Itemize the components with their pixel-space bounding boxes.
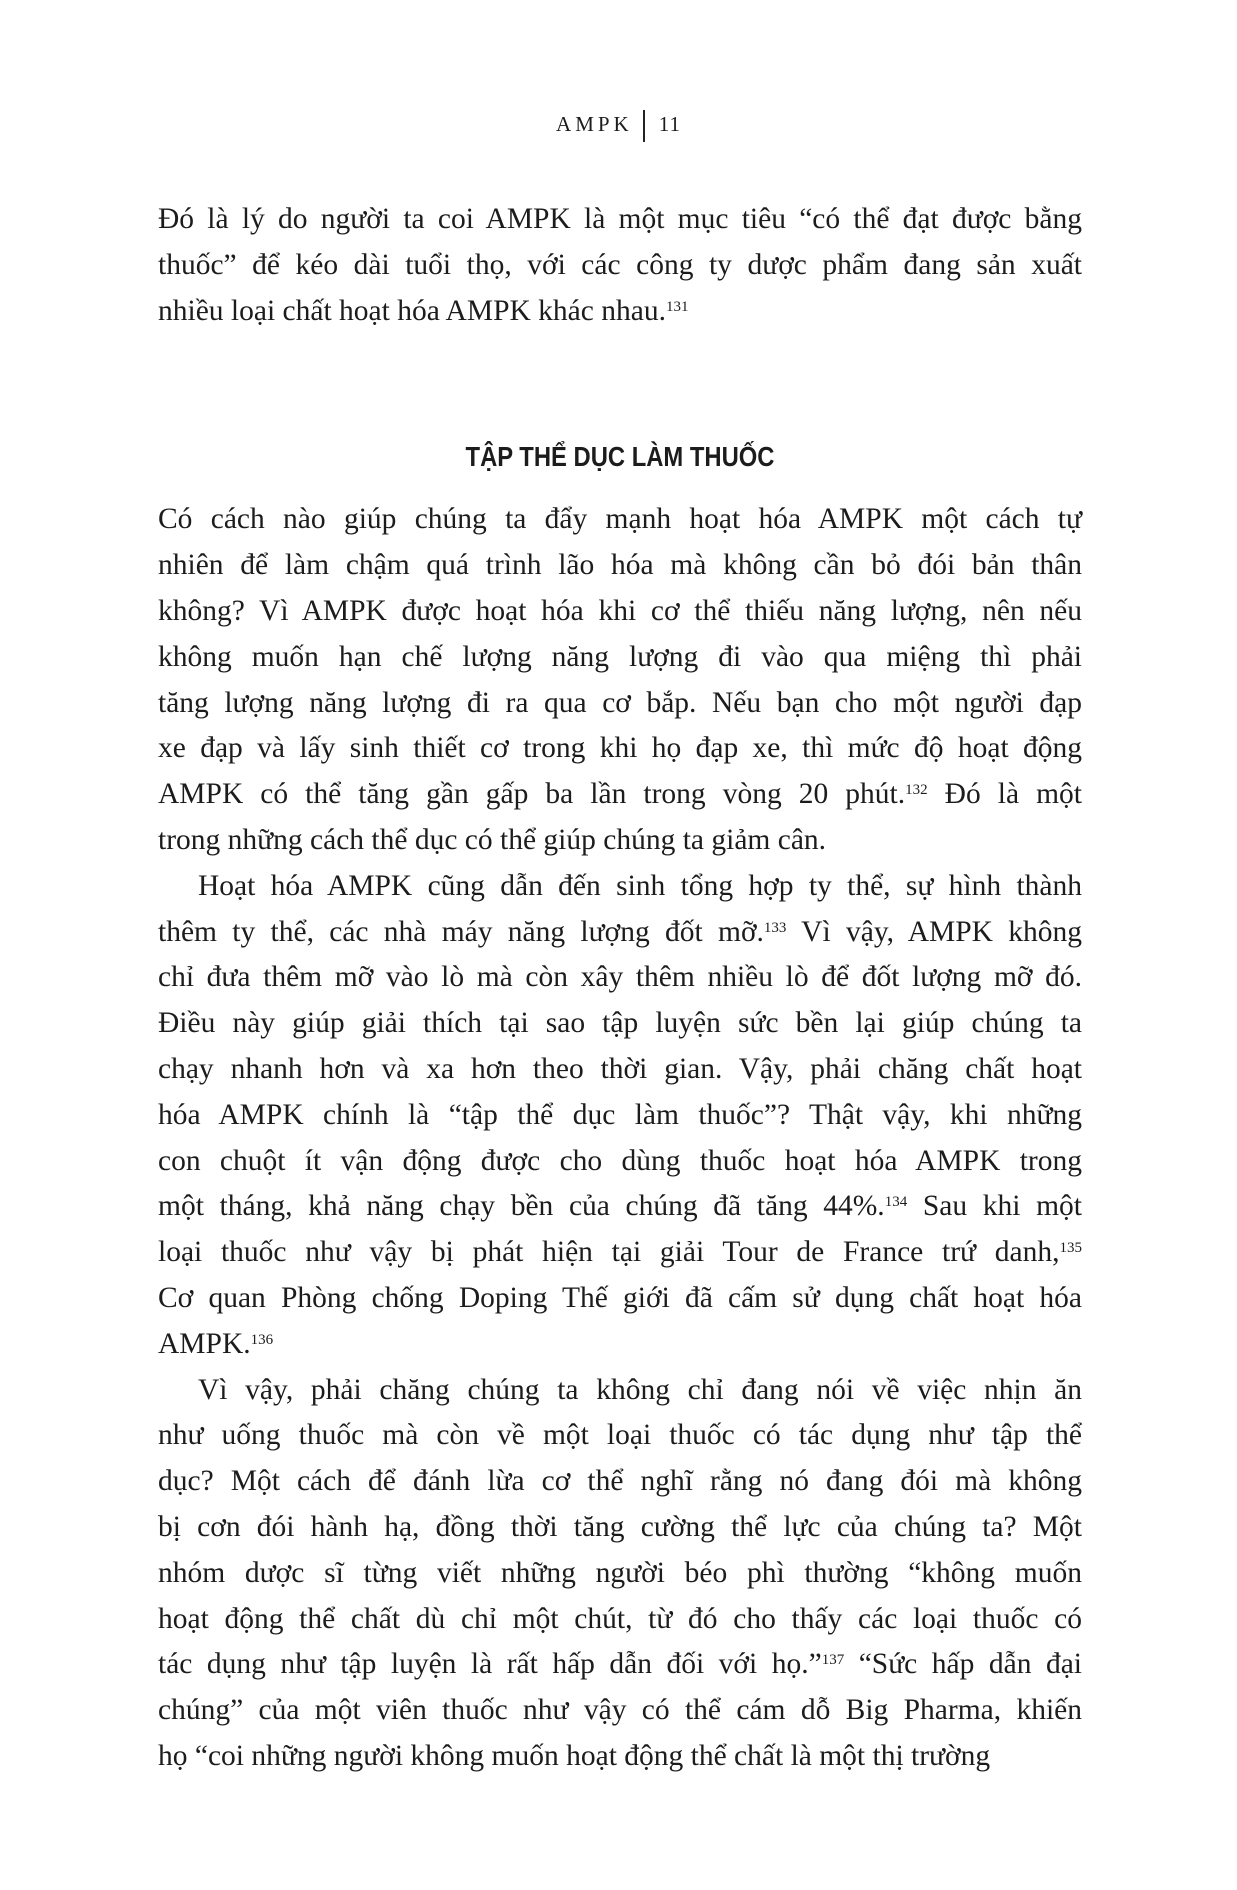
paragraph [158, 864, 1082, 1368]
text-line: chỉ đưa thêm mỡ vào lò mà còn xây thêm nhiều lò để đốt lượng mỡ đó. [158, 961, 1082, 994]
text-line: như uống thuốc mà còn về một loại thuốc có tác dụng như tập thể [158, 1419, 1082, 1452]
paragraph [158, 497, 1082, 863]
footnote-marker: 132 [905, 782, 928, 799]
text-line: nhiên để làm chậm quá trình lão hóa mà không cần bỏ đói bản thân [158, 549, 1082, 582]
text-line: thuốc” để kéo dài tuổi thọ, với các công ty dược phẩm đang sản xuất [158, 248, 1082, 281]
running-header [0, 110, 1237, 142]
header-divider [643, 110, 645, 142]
text-line: con chuột ít vận động được cho dùng thuốc hoạt hóa AMPK trong [158, 1144, 1082, 1177]
text-line: Cơ quan Phòng chống Doping Thế giới đã cấm sử dụng chất hoạt hóa [158, 1281, 1082, 1314]
text-line: tác dụng như tập luyện là rất hấp dẫn đối với họ.”$^{137}$ “Sức hấp dẫn đại [158, 1648, 1082, 1681]
text-line: xe đạp và lấy sinh thiết cơ trong khi họ đạp xe, thì mức độ hoạt động [158, 732, 1082, 765]
text-line: hoạt động thể chất dù chỉ một chút, từ đó cho thấy các loại thuốc có [158, 1602, 1082, 1635]
text-line: AMPK có thể tăng gần gấp ba lần trong vòng 20 phút.$^{132}$ Đó là một [158, 778, 1082, 811]
text-line: tăng lượng năng lượng đi ra qua cơ bắp. Nếu bạn cho một người đạp [158, 686, 1082, 719]
paragraph [158, 1368, 1082, 1780]
text-line: chạy nhanh hơn và xa hơn theo thời gian. Vậy, phải chăng chất hoạt [158, 1052, 1082, 1085]
text-line: họ “coi những người không muốn hoạt động thể chất là một thị trường [158, 1739, 991, 1772]
footnote-marker: 136 [250, 1331, 274, 1348]
text-line: thêm ty thể, các nhà máy năng lượng đốt mỡ.$^{133}$ Vì vậy, AMPK không [158, 915, 1082, 948]
text-line: chúng” của một viên thuốc như vậy có thể cám dỗ Big Pharma, khiến [158, 1694, 1082, 1727]
page-body [158, 197, 1082, 1780]
footnote-marker: 134 [884, 1194, 908, 1211]
section-heading: TẬP THỂ DỤC LÀM THUỐC [465, 441, 775, 473]
text-line: Điều này giúp giải thích tại sao tập luyện sức bền lại giúp chúng ta [158, 1007, 1082, 1040]
text-line: nhiều loại chất hoạt hóa AMPK khác nhau.$^{131}$ [158, 294, 689, 327]
footnote-marker: 137 [821, 1652, 845, 1669]
text-line: Đó là lý do người ta coi AMPK là một mục tiêu “có thể đạt được bằng [158, 203, 1082, 235]
page-number: 11 [658, 111, 681, 136]
footnote-marker: 135 [1059, 1240, 1082, 1257]
text-line: loại thuốc như vậy bị phát hiện tại giải Tour de France trứ danh,$^{135}$ [158, 1236, 1082, 1269]
text-line: dục? Một cách để đánh lừa cơ thể nghĩ rằng nó đang đói mà không [158, 1465, 1082, 1498]
text-line: Vì vậy, phải chăng chúng ta không chỉ đang nói về việc nhịn ăn [198, 1373, 1082, 1406]
intro-paragraphs [158, 197, 1082, 334]
text-line: nhóm dược sĩ từng viết những người béo phì thường “không muốn [158, 1556, 1082, 1589]
text-line: bị cơn đói hành hạ, đồng thời tăng cường thể lực của chúng ta? Một [158, 1510, 1082, 1543]
paragraph [158, 197, 1082, 334]
text-line: trong những cách thể dục có thể giúp chúng ta giảm cân. [158, 823, 827, 856]
text-line: không muốn hạn chế lượng năng lượng đi vào qua miệng thì phải [158, 640, 1082, 673]
text-line: hóa AMPK chính là “tập thể dục làm thuốc”? Thật vậy, khi những [158, 1098, 1082, 1131]
footnote-marker: 131 [665, 298, 689, 315]
section-paragraphs [158, 497, 1082, 1779]
running-title: AMPK [556, 111, 633, 136]
text-line: AMPK.$^{136}$ [158, 1327, 274, 1360]
footnote-marker: 133 [763, 919, 787, 936]
text-line: Có cách nào giúp chúng ta đẩy mạnh hoạt hóa AMPK một cách tự [158, 503, 1082, 536]
text-line: không? Vì AMPK được hoạt hóa khi cơ thể thiếu năng lượng, nên nếu [158, 594, 1082, 627]
text-line: Hoạt hóa AMPK cũng dẫn đến sinh tổng hợp ty thể, sự hình thành [198, 869, 1082, 902]
text-line: một tháng, khả năng chạy bền của chúng đã tăng 44%.$^{134}$ Sau khi một [158, 1190, 1082, 1223]
